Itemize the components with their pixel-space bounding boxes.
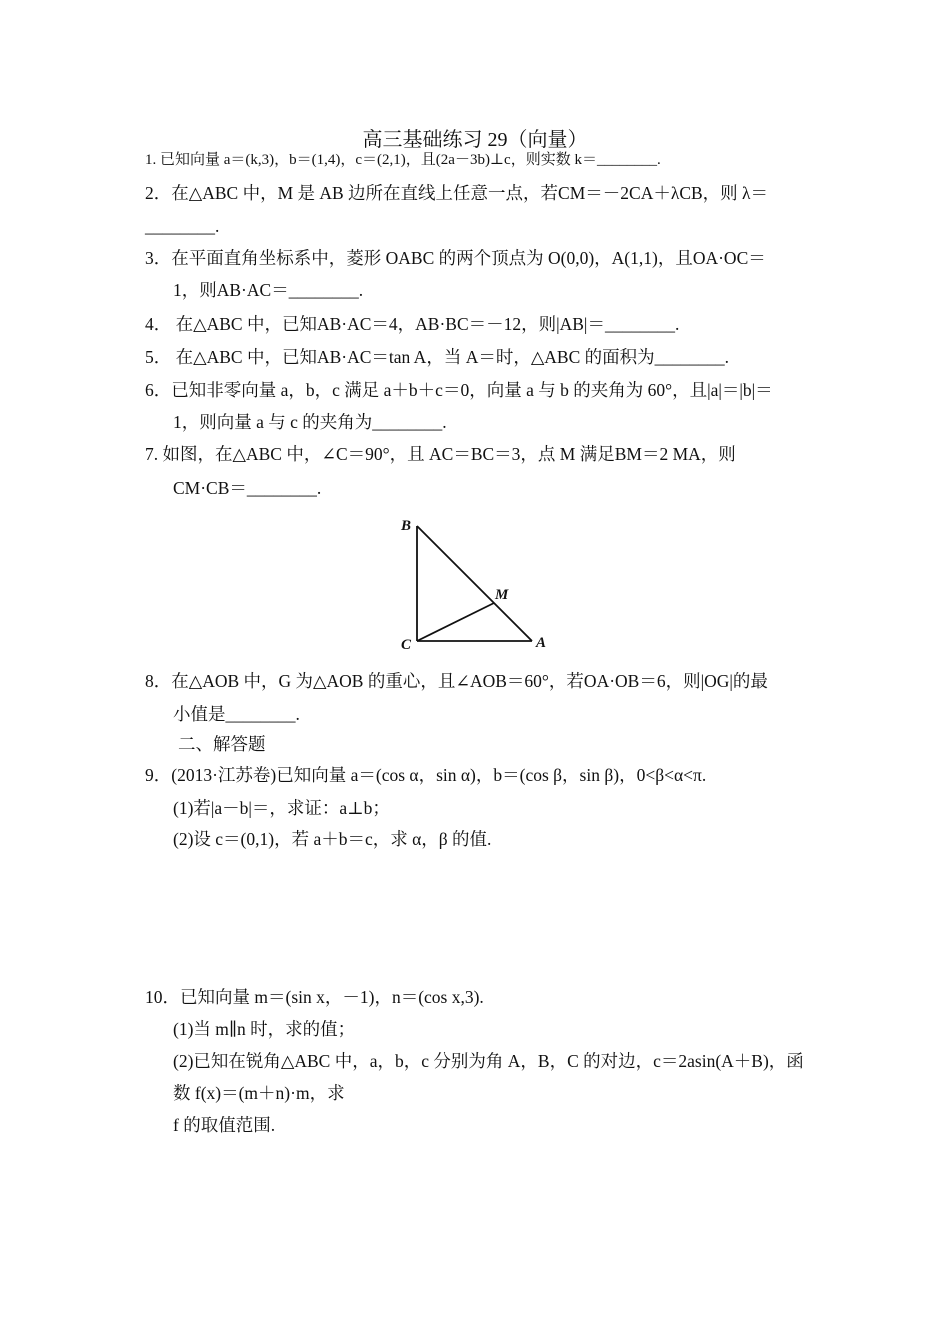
question-10-part-1: (1)当 m∥n 时，求的值； — [173, 1019, 356, 1039]
question-6-cont: 1，则向量 a 与 c 的夹角为________. — [173, 412, 447, 432]
question-10-part-2: (2)已知在锐角△ABC 中，a，b，c 分别为角 A，B，C 的对边，c＝2asin(A＋B)，函 — [173, 1051, 804, 1071]
triangle-figure — [395, 508, 565, 658]
question-7-cont: CM·CB＝________. — [173, 478, 322, 498]
section-heading: 二、解答题 — [178, 734, 266, 754]
question-2-cont: ________. — [145, 216, 220, 236]
question-6: 6．已知非零向量 a，b，c 满足 a＋b＋c＝0，向量 a 与 b 的夹角为 60°，且|a|＝|b|＝ — [145, 380, 773, 400]
label-c: C — [401, 637, 412, 653]
question-3-cont: 1，则AB·AC＝________. — [173, 280, 364, 300]
question-8-cont: 小值是________. — [173, 704, 300, 724]
question-5: 5． 在△ABC 中，已知AB·AC＝tan A，当 A＝时，△ABC 的面积为________. — [145, 347, 730, 367]
question-10-part-2-cont: 数 f(x)＝(m＋n)·m，求 — [173, 1083, 345, 1103]
question-9-part-2: (2)设 c＝(0,1)，若 a＋b＝c，求 α，β 的值. — [173, 829, 492, 849]
question-2: 2．在△ABC 中，M 是 AB 边所在直线上任意一点，若CM＝－2CA＋λCB，则 λ＝ — [145, 183, 769, 203]
question-10: 10．已知向量 m＝(sin x，－1)，n＝(cos x,3). — [145, 987, 484, 1007]
question-7: 7. 如图，在△ABC 中，∠C＝90°，且 AC＝BC＝3，点 M 满足BM＝2 MA，则 — [145, 444, 736, 464]
question-9-part-1: (1)若|a－b|＝，求证：a⊥b； — [173, 798, 390, 818]
question-10-part-2-end: f 的取值范围. — [173, 1115, 276, 1135]
label-m: M — [495, 587, 509, 603]
question-8: 8．在△AOB 中，G 为△AOB 的重心，且∠AOB＝60°，若OA·OB＝6，则|OG|的最 — [145, 671, 768, 691]
label-a: A — [536, 635, 547, 651]
page-title: 高三基础练习 29（向量） — [362, 129, 588, 151]
question-1: 1. 已知向量 a＝(k,3)，b＝(1,4)，c＝(2,1)，且(2a－3b)⊥c，则实数 k＝________. — [145, 152, 661, 168]
label-b: B — [401, 518, 412, 534]
question-3: 3．在平面直角坐标系中，菱形 OABC 的两个顶点为 O(0,0)，A(1,1)，且OA·OC＝ — [145, 248, 766, 268]
question-9: 9．(2013·江苏卷)已知向量 a＝(cos α，sin α)，b＝(cos β，sin β)，0<β<α<π. — [145, 765, 707, 785]
question-4: 4． 在△ABC 中，已知AB·AC＝4，AB·BC＝－12，则|AB|＝________. — [145, 314, 680, 334]
